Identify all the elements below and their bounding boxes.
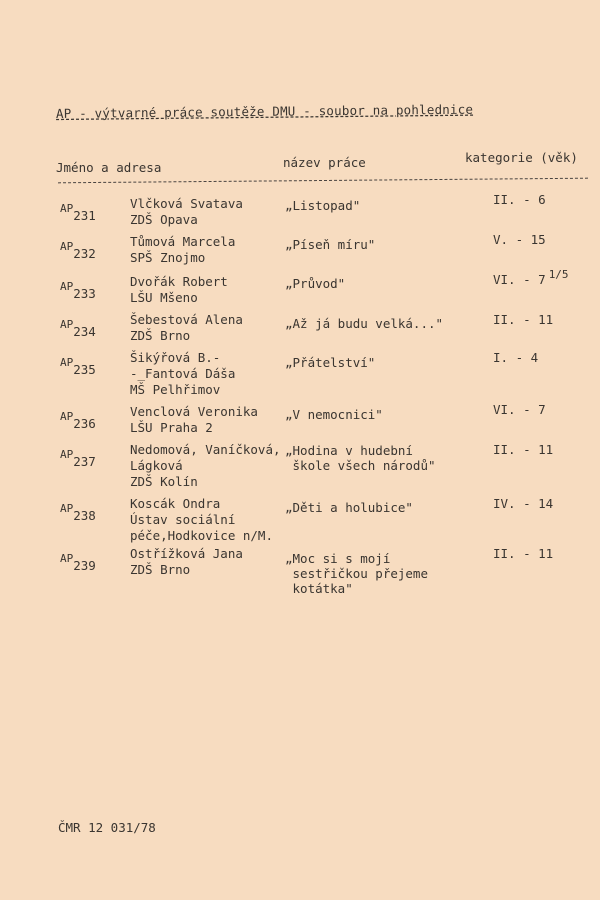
entry-category-value: II. - 11 [493,312,554,327]
entry-address: ZDŠ Brno [130,562,191,577]
entry-code [60,550,96,573]
entry-name: Venclová Veronika [130,404,258,419]
entry-address: MŠ Pelhřimov [130,382,221,397]
entry-code [60,238,96,261]
entry-name-address [130,196,243,228]
entry-code [60,278,96,301]
entry-name-address [130,496,273,544]
header-category: kategorie (věk) [465,150,578,165]
entry-code-number: 234 [73,324,96,339]
entry-work-title: „Hodina v hudební škole všech národů" [285,443,436,473]
entry-code-prefix: AP [60,280,74,293]
footer-reference: ČMR 12 031/78 [58,820,156,835]
entry-address: LŠU Praha 2 [130,420,213,435]
entry-name-address [130,546,243,578]
entry-code [60,354,96,377]
entry-code-prefix: AP [60,502,74,515]
entry-code [60,408,96,431]
header-rule [58,178,588,184]
entry-name-address [130,274,228,306]
entry-address: ZDŠ Opava [130,212,198,227]
entry-work-title: „Děti a holubice" [285,500,413,515]
entry-code-prefix: AP [60,356,74,369]
entry-code-number: 239 [73,558,96,573]
entry-category-fraction: 1/5 [548,268,569,281]
entry-code [60,316,96,339]
entry-name-address [130,442,281,490]
entry-name-address [130,312,243,344]
entry-category [493,402,546,417]
entry-code-prefix: AP [60,240,74,253]
entry-name: Dvořák Robert [130,274,228,289]
entry-code-number: 236 [73,416,96,431]
entry-category [493,192,546,207]
entry-code [60,446,96,469]
entry-name-address [130,234,235,266]
entry-work-title: „Přátelství" [285,355,376,370]
entry-code-number: 233 [73,286,96,301]
header-work-title: název práce [283,155,366,170]
entry-code [60,500,96,523]
document-title: AP - výtvarné práce soutěže DMU - soubor na pohlednice [55,101,474,121]
entry-name: Vlčková Svatava [130,196,243,211]
entry-name-address [130,350,235,398]
entry-code-prefix: AP [60,410,74,423]
entry-category [493,350,538,365]
entry-address: péče,Hodkovice n/M. [130,528,273,543]
entry-category [493,442,553,457]
entry-category-value: I. - 4 [493,350,539,365]
entry-category-value: II. - 11 [493,546,554,561]
entry-code-number: 235 [73,362,96,377]
entry-work-title: „Moc si s mojí sestřičkou přejeme kotátka" [285,551,428,596]
entry-name-address [130,404,258,436]
entry-address: LŠU Mšeno [130,290,198,305]
entry-category [493,312,553,327]
entry-category [493,546,553,561]
entry-code-number: 231 [73,208,96,223]
entry-work-title: „Listopad" [285,198,361,213]
entry-category-value: V. - 15 [493,232,546,247]
entry-work-title: „V nemocnici" [285,407,383,422]
entry-category-value: IV. - 14 [493,496,554,511]
entry-name: Nedomová, Vaníčková, Lágková [130,442,281,473]
entry-code-prefix: AP [60,318,74,331]
entry-code-prefix: AP [60,552,74,565]
entry-work-title: „Až já budu velká..." [285,316,444,331]
entry-category-value: II. - 11 [493,442,554,457]
entry-name: Tůmová Marcela [130,234,236,249]
entry-code-number: 232 [73,246,96,261]
entry-category-value: VI. - 7 [493,402,546,417]
entry-address: ZDŠ Kolín [130,474,198,489]
entry-code-prefix: AP [60,202,74,215]
entry-address: ZDŠ Brno [130,328,191,343]
header-name-address: Jméno a adresa [56,160,162,175]
entry-category-value: II. - 6 [493,192,546,207]
entry-name: Koscák Ondra Ústav sociální [130,496,236,527]
entry-code-prefix: AP [60,448,74,461]
entry-name: Šebestová Alena [130,312,243,327]
entry-category [493,496,553,511]
entry-category [493,268,569,287]
entry-code [60,200,96,223]
entry-code-number: 238 [73,508,96,523]
entry-name: Ostřížková Jana [130,546,243,561]
entry-work-title: „Píseň míru" [285,237,376,252]
entry-work-title: „Průvod" [285,276,346,291]
entry-name: Šikýřová B.- -_Fantová Dáša [130,350,236,381]
entry-code-number: 237 [73,454,96,469]
entry-address: SPŠ Znojmo [130,250,206,265]
entry-category [493,232,546,247]
entry-category-value: VI. - 7 [493,272,546,287]
